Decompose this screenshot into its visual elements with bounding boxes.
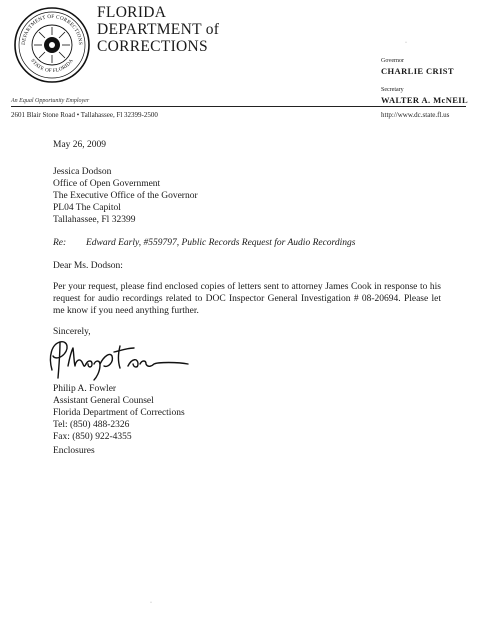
- subject-line: Edward Early, #559797, Public Records Request for Audio Recordings: [86, 238, 356, 248]
- department-seal: [13, 6, 91, 84]
- signer-organization: Florida Department of Corrections: [53, 408, 185, 418]
- secretary-label: Secretary: [381, 87, 404, 93]
- equal-opportunity-text: An Equal Opportunity Employer: [11, 98, 90, 104]
- svg-text:DEPARTMENT OF CORRECTIONS: DEPARTMENT OF CORRECTIONS: [20, 13, 84, 46]
- governor-name: CHARLIE CRIST: [381, 66, 454, 76]
- agency-line-3: CORRECTIONS: [97, 38, 208, 55]
- scan-speck: ·: [405, 40, 407, 46]
- closing: Sincerely,: [53, 327, 91, 337]
- signer-telephone: Tel: (850) 488-2326: [53, 420, 130, 430]
- signer-title: Assistant General Counsel: [53, 396, 154, 406]
- letter-date: May 26, 2009: [53, 140, 107, 150]
- recipient-line: Jessica Dodson: [53, 167, 112, 177]
- agency-line-1: FLORIDA: [97, 4, 167, 21]
- recipient-line: The Executive Office of the Governor: [53, 191, 198, 201]
- enclosures-note: Enclosures: [53, 446, 95, 456]
- salutation: Dear Ms. Dodson:: [53, 261, 123, 271]
- letterhead-divider: [11, 106, 466, 107]
- body-paragraph: Per your request, please find enclosed copies of letters sent to attorney James Cook in response to his request for audio recordings related to DOC Inspector General Investigation # 08-20694. Please let me know if you need anything further.: [53, 282, 441, 316]
- secretary-name: WALTER A. McNEIL: [381, 95, 469, 105]
- department-website: http://www.dc.state.fl.us: [381, 111, 450, 119]
- svg-text:STATE OF FLORIDA: STATE OF FLORIDA: [29, 57, 75, 75]
- agency-line-2: DEPARTMENT of: [97, 21, 220, 38]
- signature-block: [53, 383, 185, 443]
- handwritten-signature: [38, 334, 196, 384]
- signer-name: Philip A. Fowler: [53, 384, 117, 394]
- department-address: 2601 Blair Stone Road • Tallahassee, Fl 32399-2500: [11, 111, 158, 119]
- recipient-address: [53, 166, 198, 226]
- subject-label: Re:: [53, 238, 67, 248]
- governor-label: Governor: [381, 58, 404, 64]
- recipient-line: PL04 The Capitol: [53, 203, 121, 213]
- scan-speck: ·: [150, 600, 152, 606]
- signer-fax: Fax: (850) 922-4355: [53, 432, 132, 442]
- recipient-line: Tallahassee, Fl 32399: [53, 215, 136, 225]
- recipient-line: Office of Open Government: [53, 179, 161, 189]
- agency-name: [97, 4, 219, 55]
